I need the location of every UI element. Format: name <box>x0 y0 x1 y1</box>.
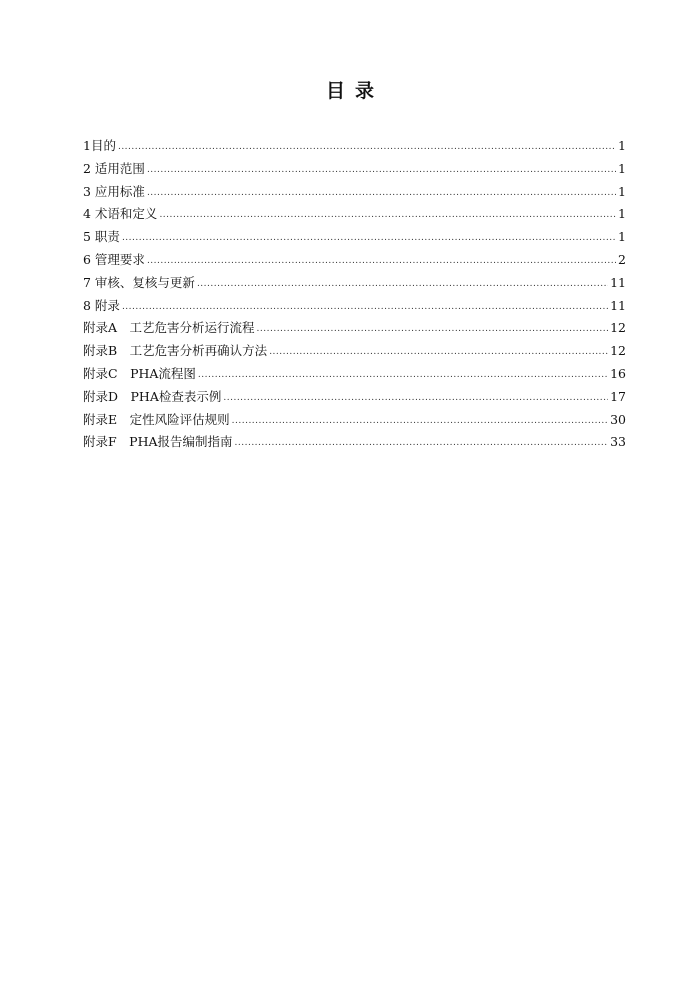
toc-entry-page: 1 <box>618 183 626 199</box>
toc-entry-page: 11 <box>610 274 626 290</box>
toc-entry-label: 5 职责 <box>83 229 120 245</box>
toc-leader-dots <box>257 318 609 341</box>
toc-entry-label: 附录B 工艺危害分析再确认方法 <box>83 343 268 359</box>
toc-leader-dots <box>122 296 608 319</box>
toc-entry-label: 附录D PHA检查表示例 <box>83 388 222 404</box>
toc-entry-page: 12 <box>610 343 626 359</box>
toc-leader-dots <box>269 341 608 364</box>
toc-entry-label: 2 适用范围 <box>83 160 145 176</box>
toc-leader-dots <box>235 432 609 455</box>
toc-entry[interactable] <box>83 158 626 181</box>
toc-entry-label: 1目的 <box>83 138 116 153</box>
toc-entry-page: 1 <box>618 138 626 153</box>
toc-entry-page: 11 <box>610 297 626 313</box>
toc-entry-page: 1 <box>618 206 626 222</box>
toc-entry[interactable] <box>83 135 626 158</box>
toc-leader-dots <box>232 410 608 433</box>
toc-entry-page: 1 <box>618 160 626 176</box>
toc-entry[interactable] <box>83 363 626 386</box>
toc-entry[interactable] <box>83 272 626 295</box>
toc-entry-label: 7 审核、复核与更新 <box>83 274 195 290</box>
table-of-contents <box>83 135 626 454</box>
toc-entry-label: 附录E 定性风险评估规则 <box>83 411 230 427</box>
toc-entry[interactable] <box>83 181 626 204</box>
toc-entry-page: 1 <box>618 229 626 245</box>
toc-leader-dots <box>122 227 616 250</box>
toc-leader-dots <box>147 159 616 182</box>
toc-entry-label: 附录F PHA报告编制指南 <box>83 434 233 450</box>
toc-entry-page: 33 <box>610 434 626 450</box>
toc-entry-page: 16 <box>610 365 626 381</box>
toc-leader-dots <box>198 364 608 387</box>
toc-entry[interactable] <box>83 295 626 318</box>
toc-leader-dots <box>159 204 616 227</box>
toc-leader-dots <box>147 250 616 273</box>
toc-leader-dots <box>223 387 608 410</box>
toc-entry[interactable] <box>83 317 626 340</box>
toc-entry-label: 4 术语和定义 <box>83 206 158 222</box>
toc-entry[interactable] <box>83 203 626 226</box>
toc-entry-label: 3 应用标准 <box>83 183 145 199</box>
toc-leader-dots <box>147 182 616 205</box>
toc-leader-dots <box>118 136 616 159</box>
page-title: 目录 <box>325 80 384 102</box>
toc-entry[interactable] <box>83 386 626 409</box>
toc-entry-label: 6 管理要求 <box>83 251 145 267</box>
toc-leader-dots <box>197 273 608 296</box>
toc-entry-page: 12 <box>610 320 626 336</box>
toc-entry-label: 附录A 工艺危害分析运行流程 <box>83 320 255 336</box>
toc-entry-page: 17 <box>610 388 626 404</box>
toc-entry[interactable] <box>83 226 626 249</box>
toc-entry[interactable] <box>83 340 626 363</box>
toc-entry[interactable] <box>83 409 626 432</box>
toc-entry[interactable] <box>83 249 626 272</box>
toc-entry[interactable] <box>83 431 626 454</box>
toc-entry-page: 30 <box>610 411 626 427</box>
toc-entry-page: 2 <box>618 251 626 267</box>
toc-entry-label: 附录C PHA流程图 <box>83 365 196 381</box>
toc-entry-label: 8 附录 <box>83 297 120 313</box>
